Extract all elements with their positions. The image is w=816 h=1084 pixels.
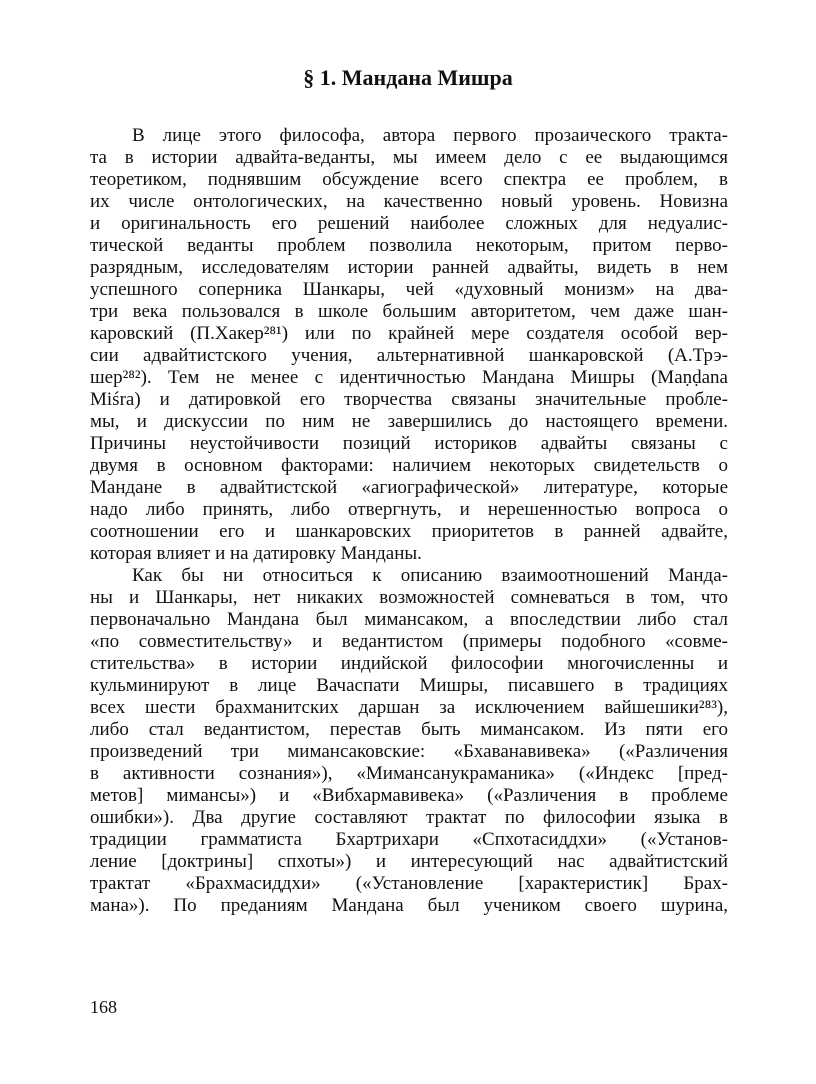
text-line: соотношении его и шанкаровских приоритетов в ранней адвайте, bbox=[90, 521, 728, 542]
text-line: ны и Шанкары, нет никаких возможностей сомневаться в том, что bbox=[90, 587, 728, 608]
text-line: двумя в основном факторами: наличием некоторых свидетельств о bbox=[90, 455, 728, 476]
section-heading: § 1. Мандана Мишра bbox=[303, 65, 513, 90]
text-line: мана»). По преданиям Мандана был учеником своего шурина, bbox=[90, 895, 728, 916]
text-line: тической веданты проблем позволила некоторым, притом перво- bbox=[90, 235, 728, 256]
text-line: произведений три мимансаковские: «Бхаванавивека» («Различения bbox=[90, 741, 728, 762]
text-line: Miśra) и датировкой его творчества связаны значительные пробле- bbox=[90, 389, 728, 410]
text-line: шер²⁸²). Тем не менее с идентичностью Мандана Мишры (Maṇḍana bbox=[90, 367, 728, 388]
text-line: метов] мимансы») и «Вибхармавивека» («Различения в проблеме bbox=[90, 785, 728, 806]
text-line: «по совместительству» и ведантистом (примеры подобного «совме- bbox=[90, 631, 728, 652]
text-line: каровский (П.Хакер²⁸¹) или по крайней мере создателя особой вер- bbox=[90, 323, 728, 344]
text-line: та в истории адвайта-веданты, мы имеем дело с ее выдающимся bbox=[90, 147, 728, 168]
text-line: успешного соперника Шанкары, чей «духовный монизм» на два- bbox=[90, 279, 728, 300]
text-line: сии адвайтистского учения, альтернативной шанкаровской (А.Трэ- bbox=[90, 345, 728, 366]
text-line: Причины неустойчивости позиций историков адвайты связаны с bbox=[90, 433, 728, 454]
text-line: и оригинальность его решений наиболее сложных для недуалис- bbox=[90, 213, 728, 234]
text-line: первоначально Мандана был мимансаком, а впоследствии либо стал bbox=[90, 609, 728, 630]
page-number: 168 bbox=[90, 997, 117, 1017]
text-line: всех шести брахманитских даршан за исключением вайшешики²⁸³), bbox=[90, 697, 728, 718]
text-line: В лице этого философа, автора первого прозаического тракта- bbox=[132, 125, 728, 146]
text-line: надо либо принять, либо отвергнуть, и нерешенностью вопроса о bbox=[90, 499, 728, 520]
text-line: либо стал ведантистом, перестав быть мимансаком. Из пяти его bbox=[90, 719, 728, 740]
text-line: три века пользовался в школе большим авторитетом, чем даже шан- bbox=[90, 301, 728, 322]
text-line: ошибки»). Два другие составляют трактат по философии языка в bbox=[90, 807, 728, 828]
text-line: их числе онтологических, на качественно новый уровень. Новизна bbox=[90, 191, 728, 212]
text-line: Как бы ни относиться к описанию взаимоотношений Манда- bbox=[132, 565, 728, 586]
text-line: теоретиком, поднявшим обсуждение всего спектра ее проблем, в bbox=[90, 169, 728, 190]
text-line: разрядным, исследователям истории ранней адвайты, видеть в нем bbox=[90, 257, 728, 278]
text-line: трактат «Брахмасиддхи» («Установление [характеристик] Брах- bbox=[90, 873, 728, 894]
text-line: мы, и дискуссии по ним не завершились до настоящего времени. bbox=[90, 411, 728, 432]
text-line: которая влияет и на датировку Манданы. bbox=[90, 543, 422, 564]
text-line: стительства» в истории индийской философии многочисленны и bbox=[90, 653, 728, 674]
text-line: кульминируют в лице Вачаспати Мишры, писавшего в традициях bbox=[90, 675, 728, 696]
text-line: Мандане в адвайтистской «агиографической» литературе, которые bbox=[90, 477, 728, 498]
text-line: традиции грамматиста Бхартрихари «Спхотасиддхи» («Установ- bbox=[90, 829, 728, 850]
text-line: ление [доктрины] спхоты») и интересующий нас адвайтистский bbox=[90, 851, 728, 872]
text-line: в активности сознания»), «Мимансанукраманика» («Индекс [пред- bbox=[90, 763, 728, 784]
